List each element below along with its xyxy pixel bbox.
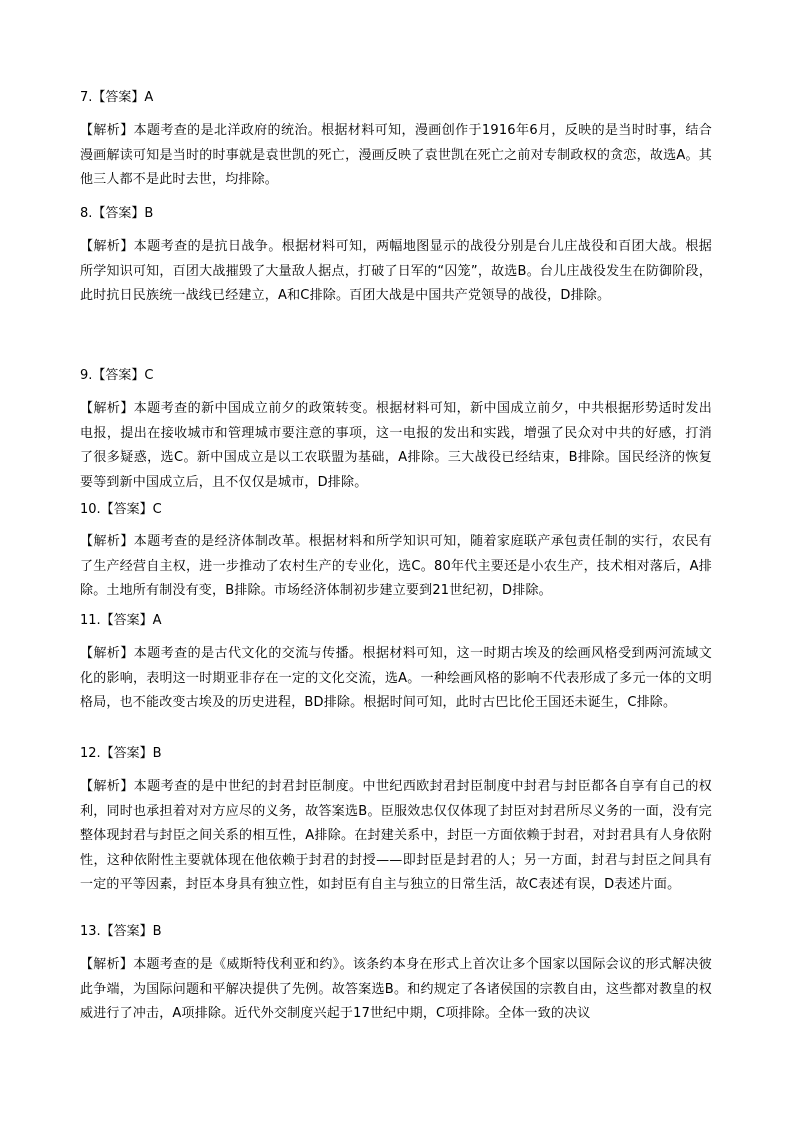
q12-explanation: 【解析】本题考查的是中世纪的封君封臣制度。中世纪西欧封君封臣制度中封君与封臣都各自享有自己的权利，同时也承担着对对方应尽的义务，故答案选B。臣服效忠仅仅体现了封臣对封君所尽义务的一面，没有完整体现封君与封臣之间关系的相互性，A排除。在封建关系中，封臣一方面依赖于封君，对封君具有人身依附性，这种依附性主要就体现在他依赖于封君的封授——即封臣是封君的人；另一方面，封君与封臣之间具有一定的平等因素，封臣本身具有独立性，如封臣有自主与独立的日常生活，故C表述有误，D表述片面。: [80, 779, 712, 892]
q9-answer: 9.【答案】C: [80, 368, 154, 383]
q7-explanation: 【解析】本题考查的是北洋政府的统治。根据材料可知，漫画创作于1916年6月，反映的是当时时事，结合漫画解读可知是当时的时事就是袁世凯的死亡，漫画反映了袁世凯在死亡之前对专制政权的贪恋，故选A。其他三人都不是此时去世，均排除。: [80, 123, 712, 187]
q11-answer: 11.【答案】A: [80, 613, 162, 628]
q8-answer: 8.【答案】B: [80, 206, 154, 221]
q10-answer: 10.【答案】C: [80, 502, 162, 517]
q13-explanation: 【解析】本题考查的是《威斯特伐利亚和约》。该条约本身在形式上首次让多个国家以国际会议的形式解决彼此争端，为国际问题和平解决提供了先例。故答案选B。和约规定了各诸侯国的宗教自由，这些都对教皇的权威进行了冲击，A项排除。近代外交制度兴起于17世纪中期，C项排除。全体一致的决议: [80, 957, 712, 1021]
q10-explanation: 【解析】本题考查的是经济体制改革。根据材料和所学知识可知，随着家庭联产承包责任制的实行，农民有了生产经营自主权，进一步推动了农村生产的专业化，选C。80年代主要还是小农生产，技术相对落后，A排除。土地所有制没有变，B排除。市场经济体制初步建立要到21世纪初，D排除。: [80, 534, 712, 598]
q13-answer: 13.【答案】B: [80, 924, 162, 939]
q8-explanation: 【解析】本题考查的是抗日战争。根据材料可知，两幅地图显示的战役分别是台儿庄战役和百团大战。根据所学知识可知，百团大战摧毁了大量敌人据点，打破了日军的“囚笼”，故选B。台儿庄战役发生在防御阶段，此时抗日民族统一战线已经建立，A和C排除。百团大战是中国共产党领导的战役，D排除。: [80, 239, 712, 303]
q7-answer: 7.【答案】A: [80, 90, 154, 105]
q12-answer: 12.【答案】B: [80, 746, 162, 761]
q11-explanation: 【解析】本题考查的是古代文化的交流与传播。根据材料可知，这一时期古埃及的绘画风格受到两河流域文化的影响，表明这一时期亚非存在一定的文化交流，选A。一种绘画风格的影响不代表形成了多元一体的文明格局，也不能改变古埃及的历史进程，BD排除。根据时间可知，此时古巴比伦王国还未诞生，C排除。: [80, 646, 712, 710]
q9-explanation: 【解析】本题考查的新中国成立前夕的政策转变。根据材料可知，新中国成立前夕，中共根据形势适时发出电报，提出在接收城市和管理城市要注意的事项，这一电报的发出和实践，增强了民众对中共的好感，打消了很多疑惑，选C。新中国成立是以工农联盟为基础，A排除。三大战役已经结束，B排除。国民经济的恢复要等到新中国成立后，且不仅仅是城市，D排除。: [80, 401, 712, 490]
